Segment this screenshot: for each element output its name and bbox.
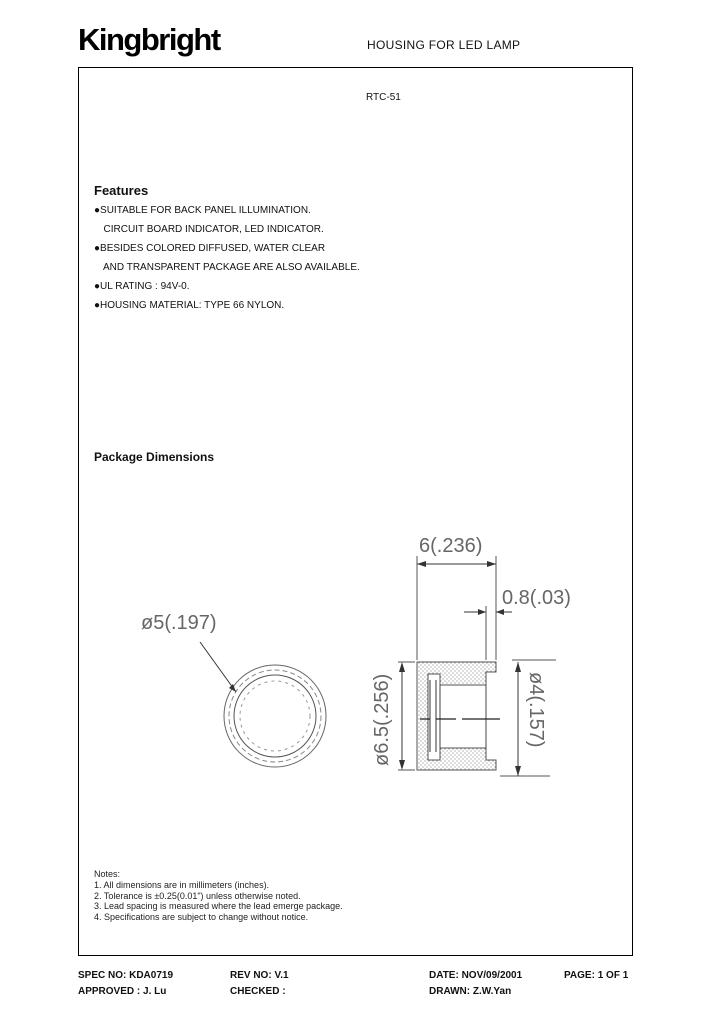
checked-by: CHECKED :	[230, 986, 286, 997]
document-date: DATE: NOV/09/2001	[429, 970, 523, 981]
diameter-dimension-label: ø5(.197)	[141, 612, 217, 634]
inner-height-dimension-label: ø4(.157)	[525, 672, 547, 748]
feature-line: AND TRANSPARENT PACKAGE ARE ALSO AVAILABLE.	[98, 262, 360, 273]
width-dimension-label: 6(.236)	[419, 535, 483, 557]
note-item: 3. Lead spacing is measured where the lead emerge package.	[94, 901, 343, 912]
features-heading: Features	[94, 183, 149, 198]
feature-line: ●BESIDES COLORED DIFFUSED, WATER CLEAR	[94, 243, 326, 254]
spec-number: SPEC NO: KDA0719	[78, 970, 174, 981]
notes-block	[94, 869, 343, 923]
flange-dimension-label: 0.8(.03)	[502, 587, 571, 609]
feature-line: ●UL RATING : 94V-0.	[94, 281, 190, 292]
package-dimensions-heading: Package Dimensions	[94, 450, 215, 464]
note-item: 1. All dimensions are in millimeters (inches).	[94, 879, 270, 890]
document-title: HOUSING FOR LED LAMP	[367, 38, 521, 52]
page-number: PAGE: 1 OF 1	[564, 970, 629, 981]
side-view-housing	[417, 662, 496, 770]
feature-line: CIRCUIT BOARD INDICATOR, LED INDICATOR.	[98, 224, 324, 235]
drawn-by: DRAWN: Z.W.Yan	[429, 986, 512, 997]
part-number: RTC-51	[366, 92, 401, 103]
note-item: 2. Tolerance is ±0.25(0.01") unless otherwise noted.	[94, 890, 301, 901]
note-item: 4. Specifications are subject to change without notice.	[94, 912, 309, 923]
approved-by: APPROVED : J. Lu	[78, 986, 167, 997]
revision-number: REV NO: V.1	[230, 970, 289, 981]
notes-heading: Notes:	[94, 869, 121, 879]
front-view-ring	[224, 665, 326, 767]
feature-line: ●HOUSING MATERIAL: TYPE 66 NYLON.	[94, 300, 285, 311]
outer-height-dimension-label: ø6.5(.256)	[371, 673, 393, 766]
kingbright-logo: Kingbright	[78, 22, 220, 57]
feature-line: ●SUITABLE FOR BACK PANEL ILLUMINATION.	[94, 205, 311, 216]
